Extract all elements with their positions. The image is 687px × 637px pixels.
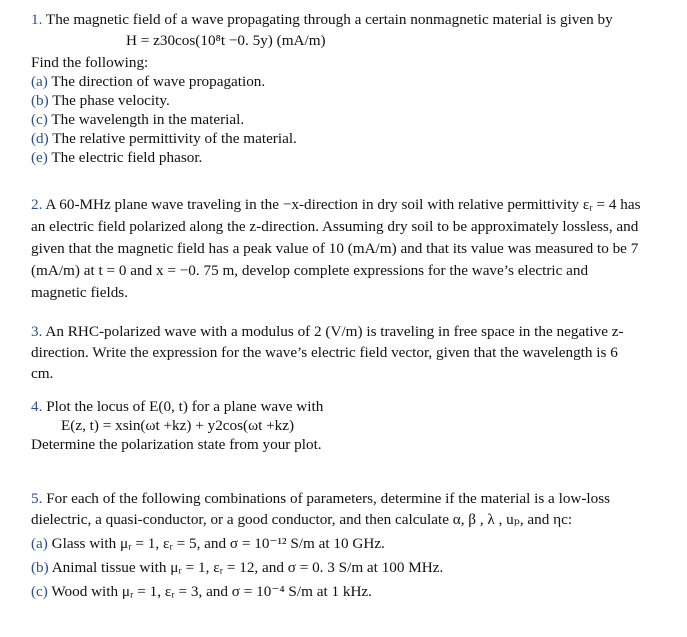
q3-line-1-text: An RHC-polarized wave with a modulus of 2 (V/m) is traveling in free space in the negative z- xyxy=(45,323,624,340)
q2-line-1 xyxy=(31,194,681,216)
q1-part-b-text: The phase velocity. xyxy=(52,92,170,109)
q1-part-d xyxy=(31,129,681,148)
q1-part-b-label: (b) xyxy=(31,92,49,109)
q1-part-a-text: The direction of wave propagation. xyxy=(51,73,266,90)
q3-line-2: direction. Write the expression for the wave’s electric field vector, given that the wavelength is 6 xyxy=(31,344,618,361)
q1-number: 1. xyxy=(31,11,43,28)
q2-number: 2. xyxy=(31,196,43,213)
q1-part-c xyxy=(31,110,681,129)
q5-part-b xyxy=(31,557,681,578)
q4-equation: E(z, t) = xsin(ωt +kz) + y2cos(ωt +kz) xyxy=(61,417,295,434)
q4-closing: Determine the polarization state from your plot. xyxy=(31,436,322,453)
q1-part-e-text: The electric field phasor. xyxy=(51,149,203,166)
q4-statement-line xyxy=(31,397,681,416)
q5-part-c xyxy=(31,581,681,602)
question-2 xyxy=(31,194,681,304)
q1-part-a-label: (a) xyxy=(31,73,48,90)
q5-part-a-label: (a) xyxy=(31,535,48,552)
q5-part-b-label: (b) xyxy=(31,559,49,576)
q3-line-1 xyxy=(31,321,681,342)
q5-part-a-text: Glass with μᵣ = 1, εᵣ = 5, and σ = 10⁻¹² S/m at 10 GHz. xyxy=(51,535,385,552)
q2-line-1-text: A 60-MHz plane wave traveling in the −x-direction in dry soil with relative permittivity εᵣ = 4 has xyxy=(45,196,641,213)
q1-part-d-label: (d) xyxy=(31,130,49,147)
question-4 xyxy=(31,397,681,454)
q1-part-e xyxy=(31,148,681,167)
question-5 xyxy=(31,488,681,602)
q1-statement-line xyxy=(31,10,681,29)
q2-line-4: (mA/m) at t = 0 and x = −0. 75 m, develop complete expressions for the wave’s electric and xyxy=(31,262,589,279)
q1-part-a xyxy=(31,72,681,91)
q2-line-5: magnetic fields. xyxy=(31,284,128,301)
q1-part-c-text: The wavelength in the material. xyxy=(51,111,245,128)
q5-line-2: dielectric, a quasi-conductor, or a good conductor, and then calculate α, β , λ , uₚ, and ηc: xyxy=(31,511,573,528)
q5-line-1 xyxy=(31,488,681,509)
q3-line-3: cm. xyxy=(31,365,54,382)
q5-part-b-text: Animal tissue with μᵣ = 1, εᵣ = 12, and σ = 0. 3 S/m at 100 MHz. xyxy=(51,559,444,576)
q1-equation: H = z30cos(10⁸t −0. 5y) (mA/m) xyxy=(126,32,326,49)
q1-part-d-text: The relative permittivity of the material. xyxy=(52,130,297,147)
question-1 xyxy=(31,10,681,167)
q5-line-1-text: For each of the following combinations of parameters, determine if the material is a low-loss xyxy=(46,490,611,507)
q2-line-3: given that the magnetic field has a peak value of 10 (mA/m) and that its value was measured to be 7 xyxy=(31,240,639,257)
q1-statement: The magnetic field of a wave propagating through a certain nonmagnetic material is given by xyxy=(45,11,613,28)
q5-part-c-label: (c) xyxy=(31,583,48,600)
q1-part-c-label: (c) xyxy=(31,111,48,128)
q4-number: 4. xyxy=(31,398,43,415)
q5-part-a xyxy=(31,533,681,554)
q1-part-e-label: (e) xyxy=(31,149,48,166)
q4-statement: Plot the locus of E(0, t) for a plane wave with xyxy=(46,398,324,415)
q2-line-2: an electric field polarized along the z-direction. Assuming dry soil to be approximately lossless, and xyxy=(31,218,639,235)
q3-number: 3. xyxy=(31,323,43,340)
q1-find: Find the following: xyxy=(31,54,149,71)
q1-part-b xyxy=(31,91,681,110)
q5-part-c-text: Wood with μᵣ = 1, εᵣ = 3, and σ = 10⁻⁴ S/m at 1 kHz. xyxy=(51,583,372,600)
question-3 xyxy=(31,321,681,384)
q5-number: 5. xyxy=(31,490,43,507)
